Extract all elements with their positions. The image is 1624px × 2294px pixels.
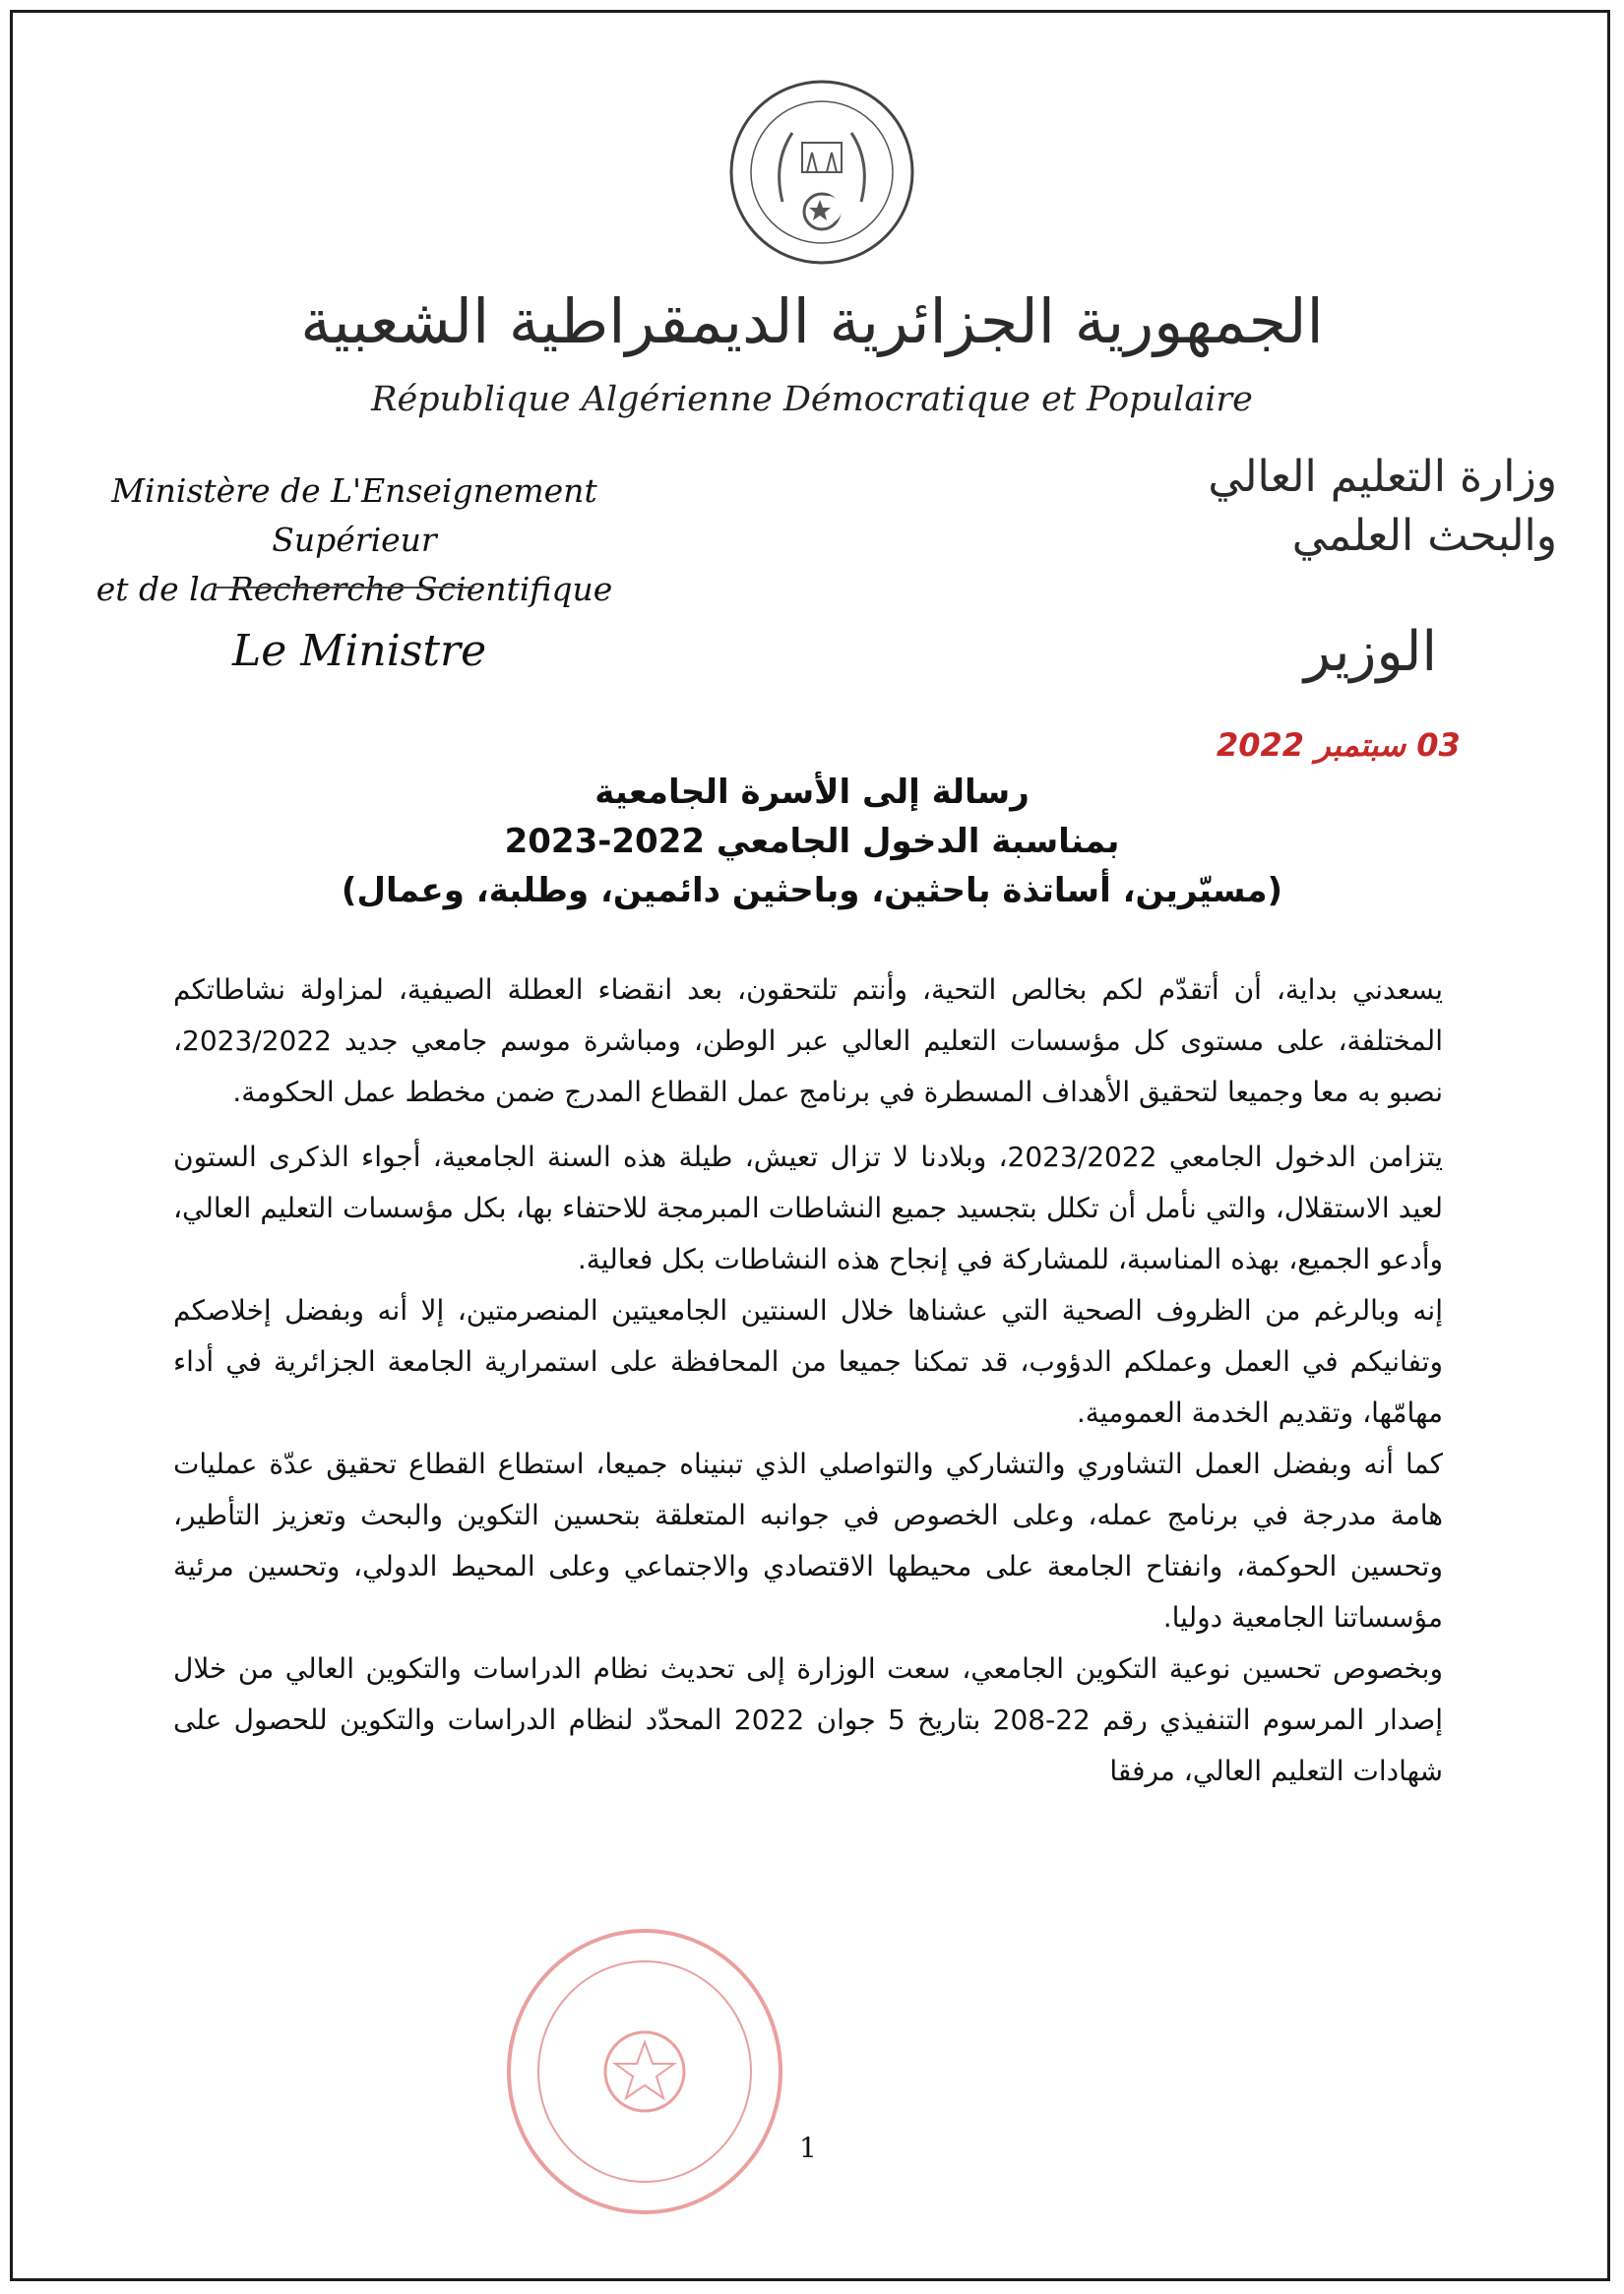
title-line3: (مسيّرين، أساتذة باحثين، وباحثين دائمين، وطلبة، وعمال) (341, 871, 1283, 910)
title-line1: رسالة إلى الأسرة الجامعية (594, 773, 1030, 812)
minister-title-arabic: الوزير (1303, 620, 1437, 684)
paragraph-4: كما أنه وبفضل العمل التشاوري والتشاركي والتواصلي الذي تبنيناه جميعا، استطاع القطاع تحقيق عدّة عمليات هامة مدرجة في برنامج عمله، وعلى الخصوص في جوانبه المتعلقة بتحسين التكوين والبحث وتعزيز التأطير، وتحسين الحوكمة، وانفتاح الجامعة على محيطها الاقتصادي والاجتماعي وعلى المحيط الدولي، وتحسين مرئية مؤسساتنا الجامعية دوليا. (173, 1448, 1443, 1634)
ministry-name-french (39, 466, 669, 614)
date-stamp: 03 سبتمبر 2022 (1217, 726, 1461, 764)
letter-body (173, 964, 1443, 1797)
ministry-ar-line2: والبحث العلمي (1291, 511, 1557, 561)
minister-title-french: Le Ministre (232, 626, 487, 676)
republic-title-french: République Algérienne Démocratique et Populaire (371, 380, 1253, 419)
title-line2: بمناسبة الدخول الجامعي 2022-2023 (504, 822, 1120, 861)
paragraph-2: يتزامن الدخول الجامعي 2023/2022، وبلادنا لا تزال تعيش، طيلة هذه السنة الجامعية، أجواء الذكرى الستون لعيد الاستقلال، والتي نأمل أن تكلل بتجسيد جميع النشاطات المبرمجة للاحتفاء بها، بكل مؤسسات التعليم العالي، وأدعو الجميع، بهذه المناسبة، للمشاركة في إنجاح هذه النشاطات بكل فعالية. (173, 1141, 1444, 1275)
paragraph-3: إنه وبالرغم من الظروف الصحية التي عشناها خلال السنتين الجامعيتين المنصرمتين، إلا أنه وبفضل إخلاصكم وتفانيكم في العمل وعملكم الدؤوب، قد تمكنا جميعا من المحافظة على استمرارية الجامعة الجزائرية في أداء مهامّها، وتقديم الخدمة العمومية. (173, 1294, 1443, 1429)
ministry-fr-line2: et de la Recherche Scientifique (95, 570, 613, 608)
ministry-name-arabic (1124, 448, 1557, 566)
state-emblem-icon (723, 74, 920, 271)
divider (215, 587, 474, 589)
ministry-ar-line1: وزارة التعليم العالي (1208, 452, 1557, 502)
republic-title-arabic: الجمهورية الجزائرية الديمقراطية الشعبية (300, 285, 1324, 357)
letter-title (246, 768, 1378, 915)
ministry-fr-line1: Ministère de L'Enseignement Supérieur (111, 471, 597, 559)
paragraph-1: يسعدني بداية، أن أتقدّم لكم بخالص التحية، وأنتم تلتحقون، بعد انقضاء العطلة الصيفية، لمزاولة نشاطاتكم المختلفة، على مستوى كل مؤسسات التعليم العالي عبر الوطن، ومباشرة موسم جامعي جديد 2023/2022، نصبو به معا وجميعا لتحقيق الأهداف المسطرة في برنامج عمل القطاع المدرج ضمن مخطط عمل الحكومة. (173, 973, 1443, 1108)
paragraph-5: وبخصوص تحسين نوعية التكوين الجامعي، سعت الوزارة إلى تحديث نظام الدراسات والتكوين العالي من خلال إصدار المرسوم التنفيذي رقم 22-208 بتاريخ 5 جوان 2022 المحدّد لنظام الدراسات والتكوين للحصول على شهادات التعليم العالي، مرفقا (173, 1652, 1444, 1787)
official-seal-stamp (502, 1924, 787, 2219)
page-number: 1 (799, 2132, 817, 2164)
